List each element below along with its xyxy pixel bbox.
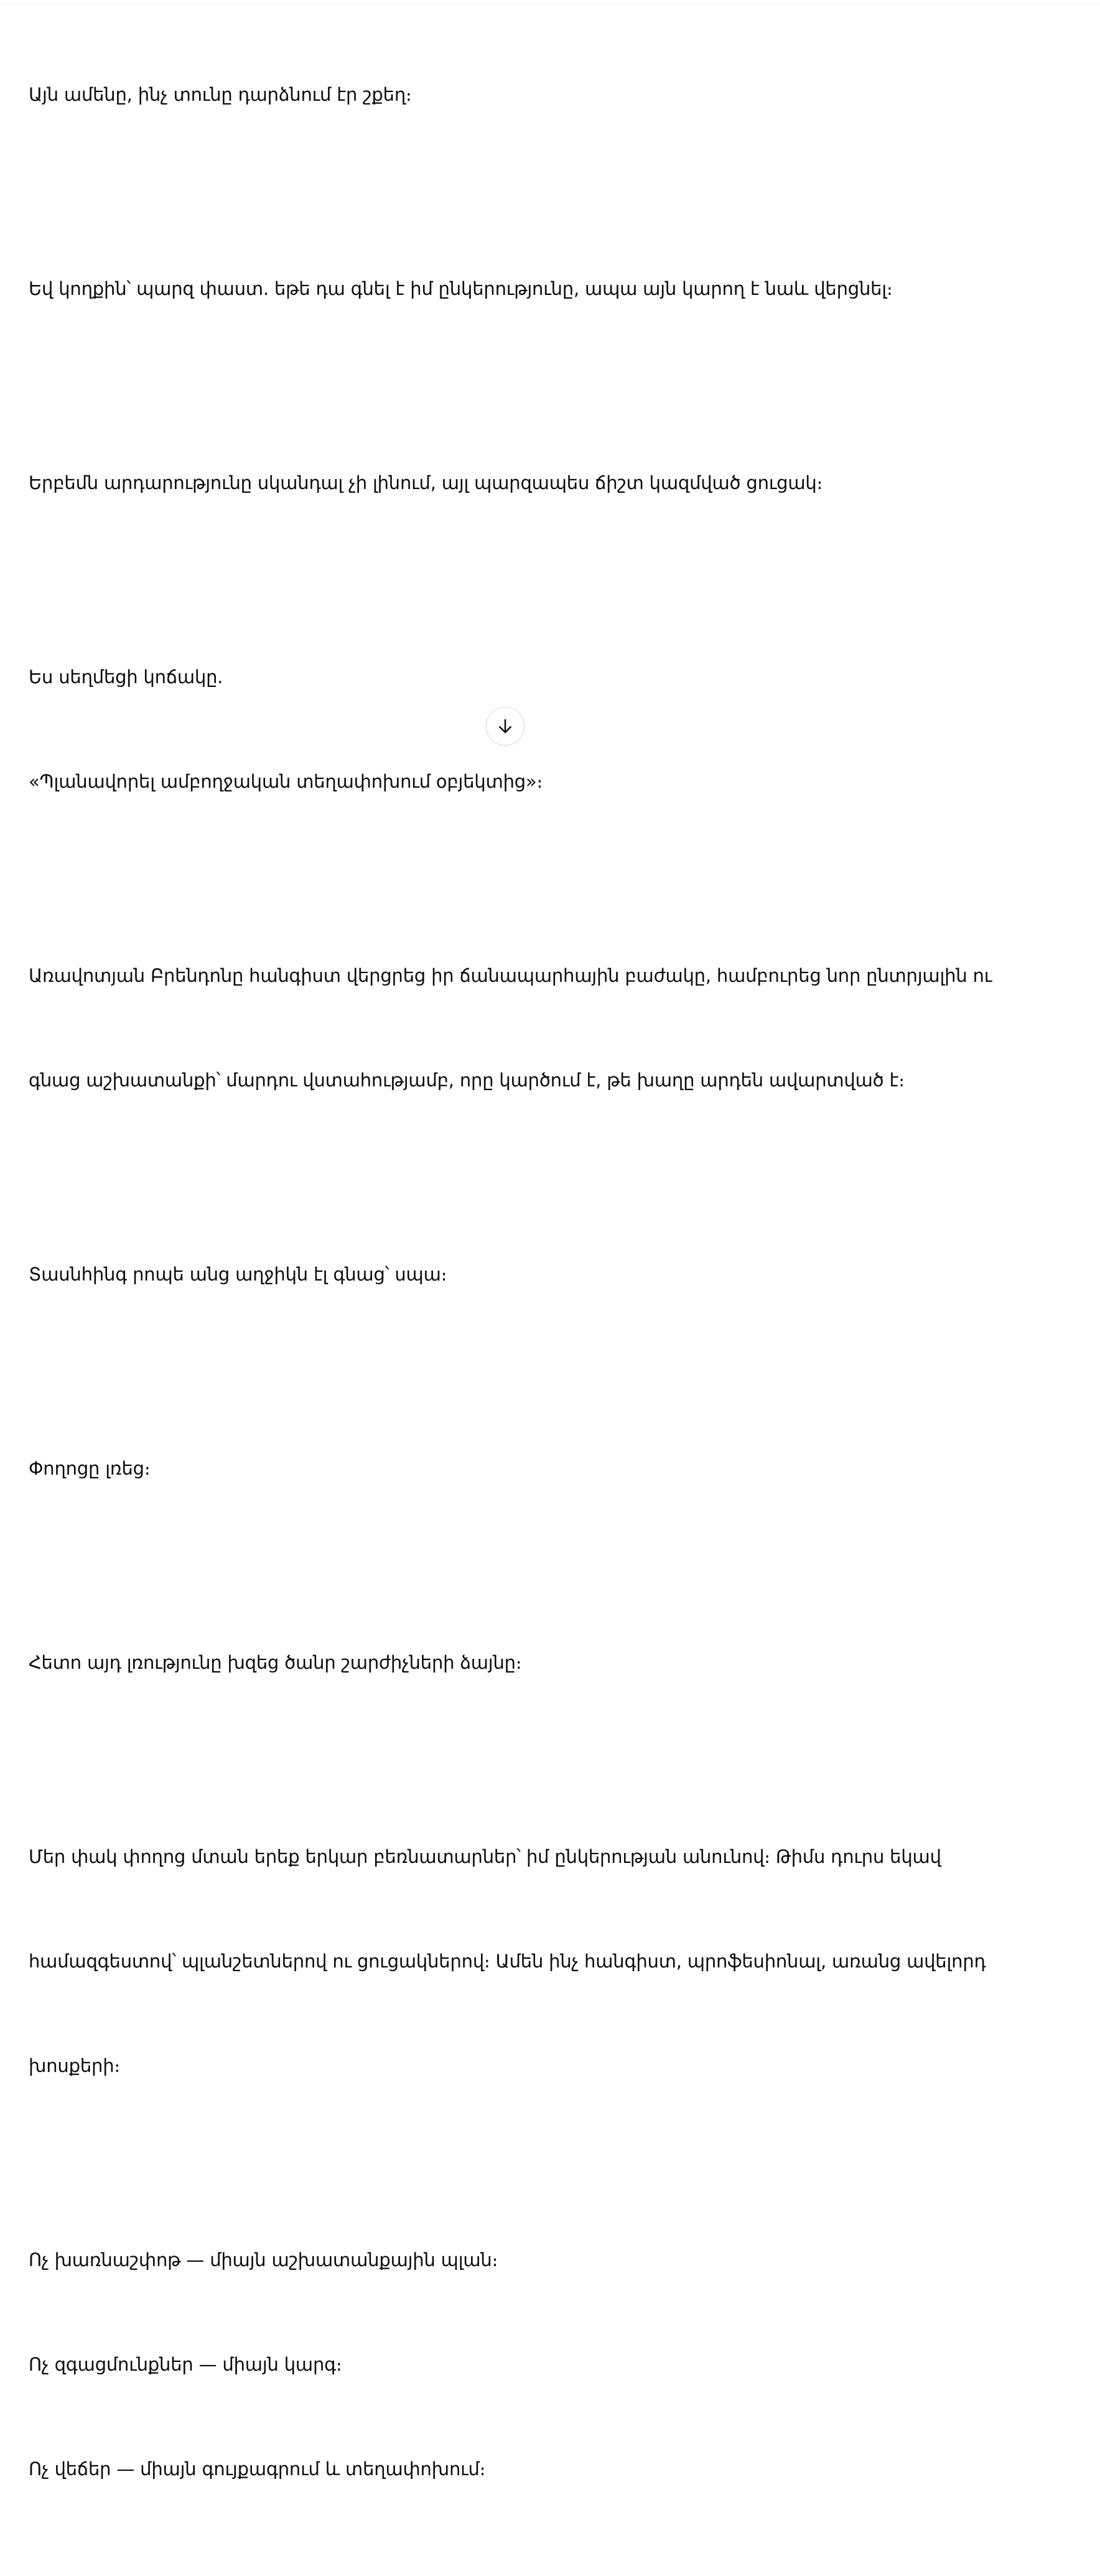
paragraph-line: Ես սեղմեցի կոճակը. xyxy=(29,666,223,688)
paragraph-line: համազգեստով՝ պլանշետներով ու ցուցակներով։ Ամեն ինչ հանգիստ, պրոֆեսիոնալ, առանց ավելորդ xyxy=(29,1951,986,1972)
message-paragraph xyxy=(29,1770,1037,2153)
message-paragraph xyxy=(29,396,1037,570)
paragraph-line: Ոչ խառնաշփոթ — միայն աշխատանքային պլան։ xyxy=(29,2249,498,2270)
paragraph-line: Փողոցը լռեց։ xyxy=(29,1458,151,1479)
message-paragraph xyxy=(29,590,1037,869)
chat-message-content xyxy=(29,7,1037,2576)
message-paragraph xyxy=(29,2173,1037,2556)
paragraph-line: Առավոտյան Բրենդոնը հանգիստ վերցրեց իր ճանապարհային բաժակը, համբուրեց նոր ընտրյալին ու xyxy=(29,965,992,986)
message-paragraph xyxy=(29,1575,1037,1750)
paragraph-line: խոսքերի։ xyxy=(29,2055,120,2076)
message-paragraph xyxy=(29,202,1037,376)
message-paragraph xyxy=(29,1381,1037,1556)
paragraph-line: «Պլանավորել ամբողջական տեղափոխում օբյեկտից»։ xyxy=(29,771,543,792)
paragraph-line: Այն ամենը, ինչ տունը դարձնում էր շքեղ։ xyxy=(29,84,412,105)
message-paragraph xyxy=(29,1187,1037,1361)
top-divider xyxy=(0,0,1100,4)
message-paragraph xyxy=(29,889,1037,1167)
paragraph-line: Եվ կողքին՝ պարզ փաստ. եթե դա գնել է իմ ընկերությունը, ապա այն կարող է նաև վերցնել։ xyxy=(29,278,893,299)
arrow-down-icon xyxy=(496,717,515,735)
paragraph-line: Ոչ վեճեր — միայն գույքագրում և տեղափոխում։ xyxy=(29,2458,486,2480)
paragraph-line: գնաց աշխատանքի՝ մարդու վստահությամբ, որը կարծում է, թե խաղը արդեն ավարտված է։ xyxy=(29,1070,905,1091)
paragraph-line: Մեր փակ փողոց մտան երեք երկար բեռնատարներ՝ իմ ընկերության անունով։ Թիմս դուրս եկավ xyxy=(29,1846,941,1867)
scroll-to-bottom-button[interactable] xyxy=(486,707,524,745)
paragraph-line: Ոչ զգացմունքներ — միայն կարգ։ xyxy=(29,2354,342,2375)
paragraph-line: Հետո այդ լռությունը խզեց ծանր շարժիչների ձայնը։ xyxy=(29,1652,522,1673)
message-paragraph xyxy=(29,7,1037,182)
paragraph-line: Տասնհինգ րոպե անց աղջիկն էլ գնաց՝ սպա։ xyxy=(29,1264,447,1285)
paragraph-line: Երբեմն արդարությունը սկանդալ չի լինում, այլ պարզապես ճիշտ կազմված ցուցակ։ xyxy=(29,472,823,493)
